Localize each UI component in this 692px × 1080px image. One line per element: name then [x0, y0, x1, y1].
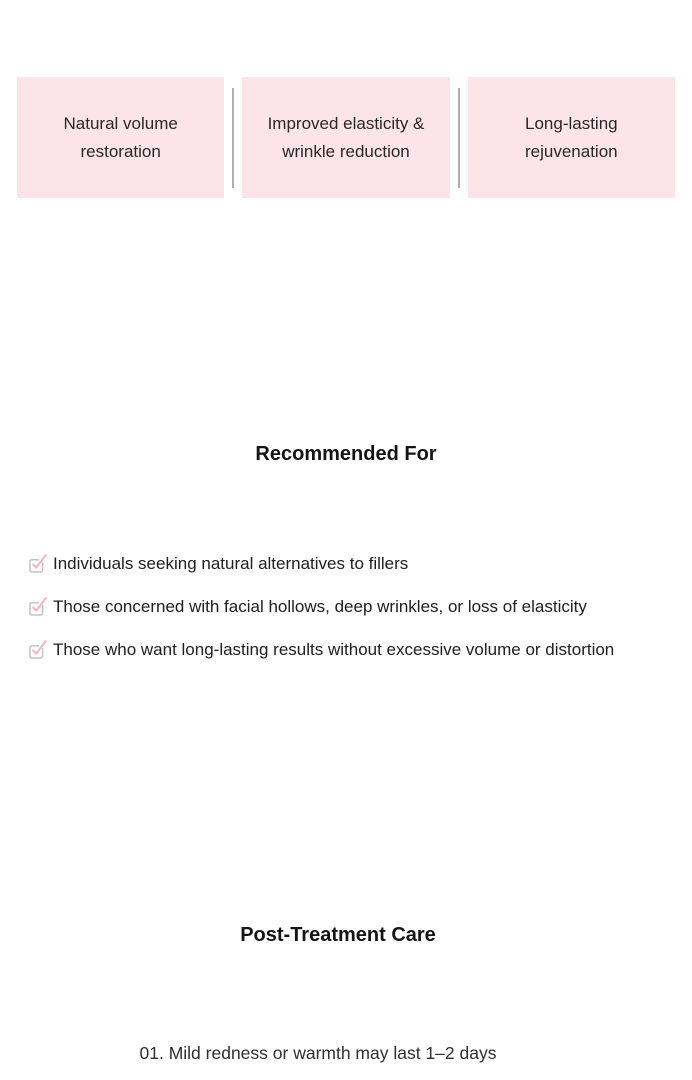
card-divider: [450, 77, 468, 198]
card-divider: [224, 77, 242, 198]
post-treatment-item-01: 01. Mild redness or warmth may last 1–2 days: [139, 1043, 497, 1063]
recommended-for-title: Recommended For: [255, 442, 437, 465]
recommended-checklist: [27, 551, 667, 680]
list-item: [27, 594, 667, 620]
list-item: [27, 637, 667, 663]
checklist-item-text: Individuals seeking natural alternatives to fillers: [53, 554, 409, 573]
benefit-card-natural-volume: [17, 77, 224, 198]
benefit-card-label: Long-lasting rejuvenation: [525, 113, 618, 161]
benefit-card-rejuvenation: [468, 77, 675, 198]
benefit-card-elasticity: [242, 77, 449, 198]
checkbox-check-icon: [27, 638, 47, 661]
benefits-strip: [17, 77, 675, 198]
checklist-item-text: Those concerned with facial hollows, deep wrinkles, or loss of elasticity: [53, 597, 587, 616]
benefit-card-label: Improved elasticity & wrinkle reduction: [267, 113, 425, 161]
checkbox-check-icon: [27, 595, 47, 618]
checkbox-check-icon: [27, 552, 47, 575]
divider-line: [232, 88, 234, 188]
post-treatment-care-title: Post-Treatment Care: [240, 923, 436, 946]
divider-line: [458, 88, 460, 188]
list-item: [27, 551, 667, 577]
checklist-item-text: Those who want long-lasting results without excessive volume or distortion: [53, 640, 615, 659]
benefit-card-label: Natural volume restoration: [63, 113, 178, 161]
